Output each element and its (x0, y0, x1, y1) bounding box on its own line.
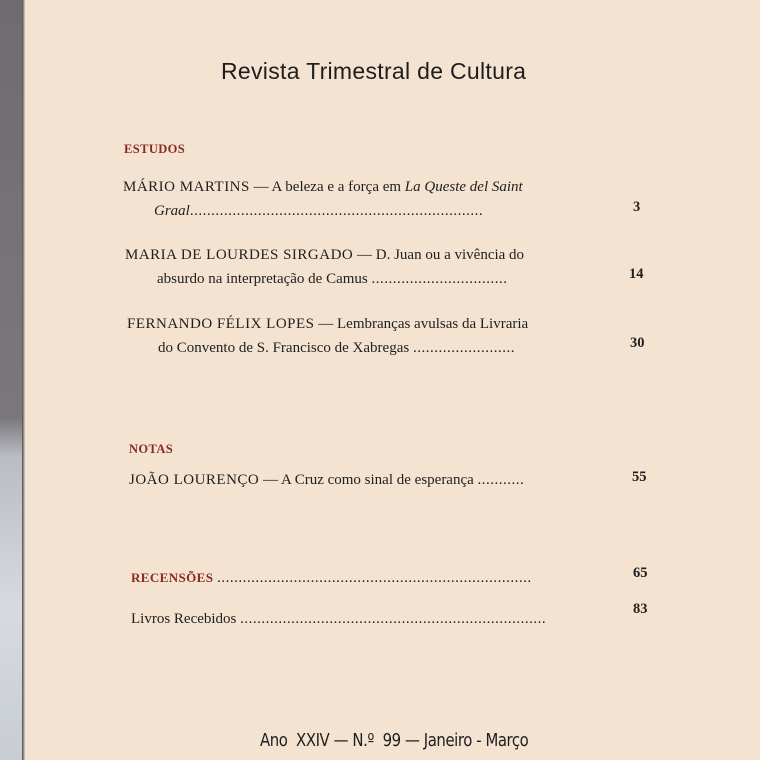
entry-title: A beleza e a força em (271, 179, 402, 195)
entry-dash: — (263, 472, 278, 488)
entry-title: absurdo na interpretação de Camus (157, 271, 368, 287)
page-number: 3 (633, 199, 641, 215)
entry-author: MARIA DE LOURDES SIRGADO (125, 247, 354, 263)
footer-year-label: Ano (260, 731, 288, 751)
toc-entry-livros-recebidos[interactable] (131, 611, 546, 628)
section-heading-notas: NOTAS (129, 442, 174, 456)
entry-title: A Cruz como sinal de esperança (280, 472, 474, 488)
issue-info-footer (260, 731, 528, 751)
entry-author: FERNANDO FÉLIX LOPES (127, 316, 315, 332)
page-number: 14 (629, 266, 644, 282)
entry-title: Lembranças avulsas da Livraria (337, 316, 529, 332)
toc-entry-felix-lopes-line2 (158, 340, 515, 357)
footer-dash: — (405, 731, 420, 751)
journal-title: Revista Trimestral de Cultura (221, 58, 527, 84)
dot-leader: .......................................................................... (217, 570, 532, 586)
entry-author: MÁRIO MARTINS (123, 179, 250, 195)
footer-period: Janeiro - Março (423, 731, 529, 751)
entry-author: JOÃO LOURENÇO (129, 472, 260, 488)
toc-entry-recensoes[interactable] (131, 570, 532, 587)
dot-leader: ........... (477, 472, 525, 488)
toc-entry-sirgado-line2 (157, 271, 508, 288)
entry-title: Livros Recebidos (131, 611, 237, 627)
section-heading-estudos: ESTUDOS (124, 142, 186, 156)
page-number: 65 (633, 565, 648, 581)
page-number: 83 (633, 601, 648, 617)
table-of-contents-page (28, 0, 760, 760)
footer-number: 99 (382, 731, 401, 751)
footer-dash: — (333, 731, 349, 751)
entry-dash: — (253, 179, 269, 195)
toc-entry-felix-lopes-line1[interactable] (127, 316, 528, 333)
toc-entry-joao-lourenco[interactable] (129, 472, 524, 489)
entry-dash: — (318, 316, 334, 332)
entry-title: do Convento de S. Francisco de Xabregas (158, 340, 410, 356)
footer-number-label: N.º (352, 731, 374, 751)
book-spine-edge (0, 0, 22, 760)
toc-entry-sirgado-line1[interactable] (125, 247, 524, 264)
dot-leader: ........................................................................ (240, 611, 547, 627)
footer-volume: XXIV (296, 731, 330, 751)
dot-leader: ........................ (412, 340, 515, 356)
entry-dash: — (357, 247, 373, 263)
toc-entry-mario-martins-line1[interactable] (123, 179, 523, 196)
entry-title-italic: La Queste del Saint (404, 179, 523, 195)
entry-title-italic: Graal (154, 203, 190, 219)
entry-title: D. Juan ou a vivência do (375, 247, 525, 263)
toc-entry-mario-martins-line2 (154, 203, 483, 220)
page-number: 30 (630, 335, 645, 351)
page-number: 55 (632, 469, 647, 485)
dot-leader: ................................ (371, 271, 508, 287)
section-heading-recensoes: RECENSÕES (131, 570, 214, 585)
dot-leader: ..................................................................... (189, 203, 484, 219)
